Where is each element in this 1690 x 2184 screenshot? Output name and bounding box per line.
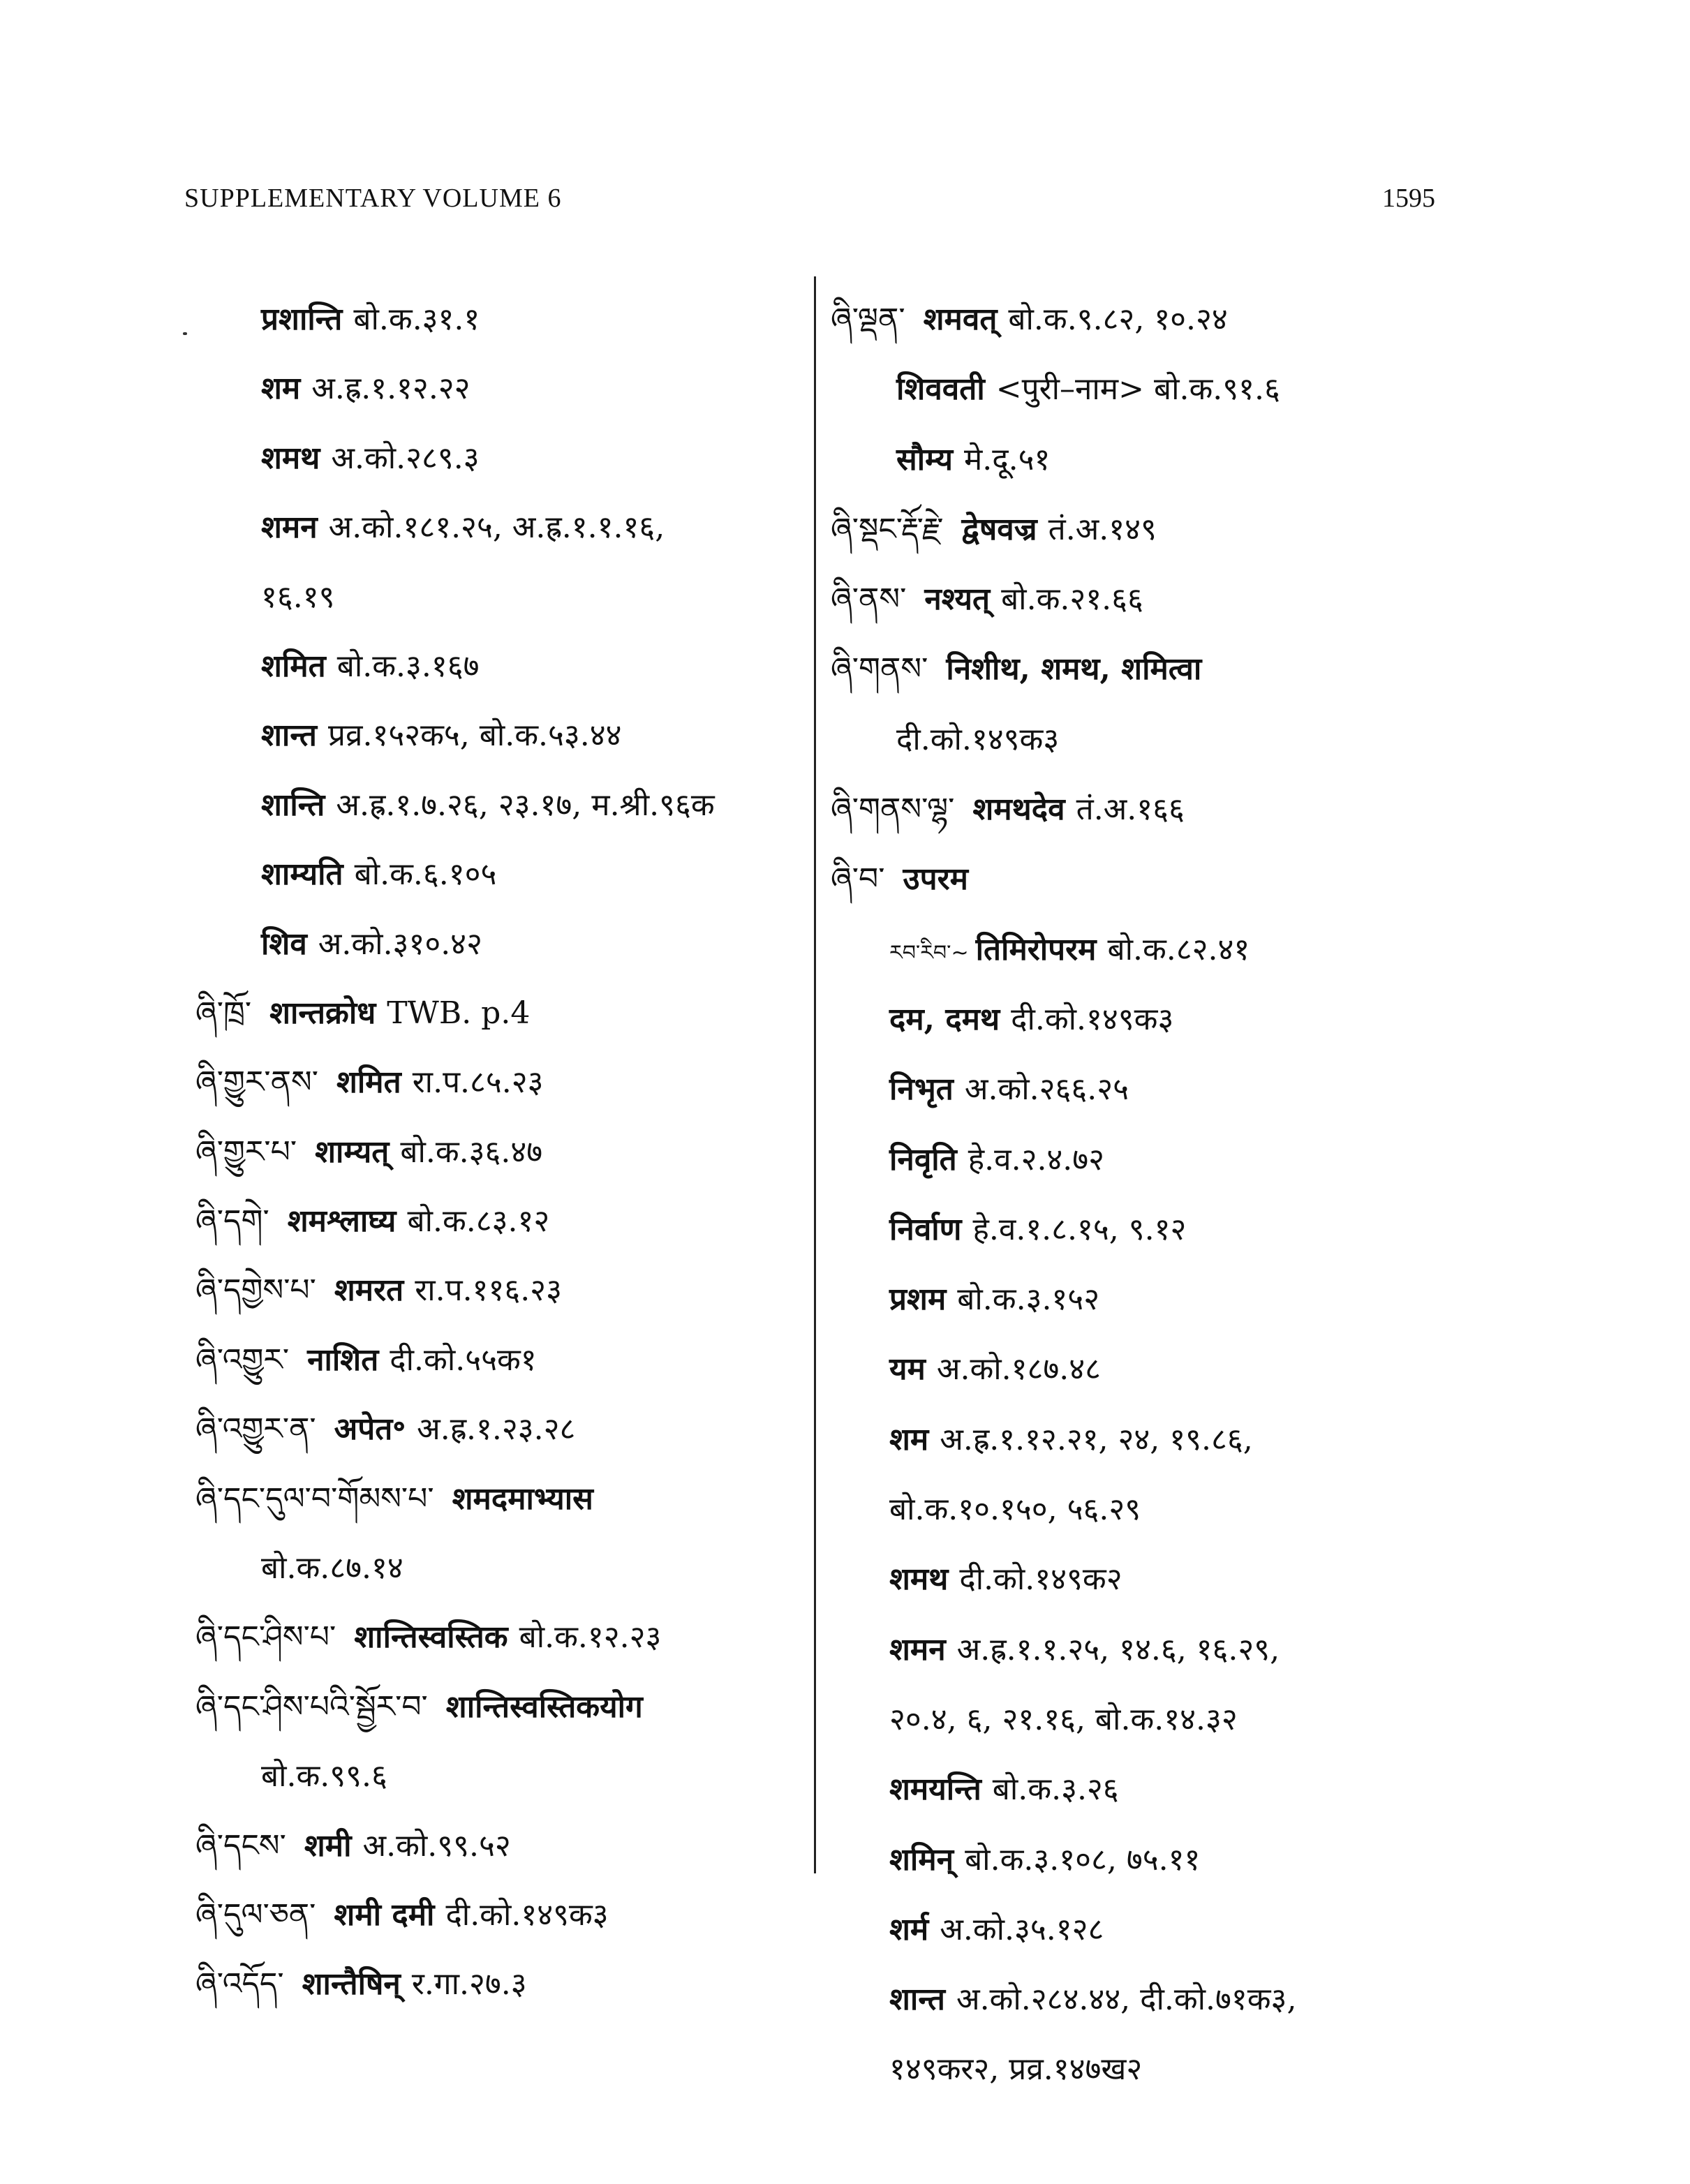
source-reference: हे.व.१.८.१५, ९.१२ xyxy=(972,1211,1187,1247)
tibetan-term: རབ་རིབ་~ xyxy=(889,940,969,965)
source-reference: १६.१९ xyxy=(261,579,335,615)
left-column xyxy=(195,285,803,2019)
tibetan-term: ཞི་དང་ཤིས་པ་ xyxy=(195,1619,336,1656)
dictionary-entry-line xyxy=(831,285,1382,355)
sanskrit-headword: शमवत् xyxy=(923,302,998,337)
dictionary-entry-line xyxy=(195,1048,803,1117)
dictionary-entry-line xyxy=(195,1880,803,1949)
source-reference: अ.को.१८१.२५, अ.ह्र.१.१.१६, xyxy=(328,510,665,546)
source-reference: TWB. p.4 xyxy=(387,995,531,1031)
tibetan-term: ཞི་ཁྲོ་ xyxy=(195,995,252,1031)
dictionary-entry-line xyxy=(831,1055,1382,1124)
tibetan-term: ཞི་དང་ཤིས་པའི་སྦྱོར་བ་ xyxy=(195,1688,428,1725)
column-divider xyxy=(814,276,816,1873)
dictionary-entry-line xyxy=(195,1741,803,1811)
dictionary-entry-line xyxy=(831,1615,1382,1685)
tibetan-term: ཞི་གནས་ལྷ་ xyxy=(831,792,955,828)
source-reference: बो.क.३६.४७ xyxy=(400,1134,543,1170)
dictionary-entry-line xyxy=(831,1125,1382,1195)
source-reference: अ.को.३५.१२८ xyxy=(940,1911,1104,1947)
sanskrit-headword: प्रशान्ति xyxy=(261,302,343,337)
dictionary-entry-line xyxy=(195,1325,803,1395)
dictionary-entry-line xyxy=(195,354,803,423)
dictionary-entry-line xyxy=(831,775,1382,845)
source-reference: तं.अ.१६६ xyxy=(1076,792,1185,828)
sanskrit-headword: शमदमाभ्यास xyxy=(452,1480,593,1517)
sanskrit-headword: निवृति xyxy=(889,1141,957,1178)
tibetan-term: ཞི་དུལ་ཅན་ xyxy=(195,1896,316,1933)
tibetan-term: ཞི་བ་ xyxy=(831,861,885,898)
dictionary-entry-line xyxy=(195,1533,803,1603)
sanskrit-headword: शान्तैषिन् xyxy=(302,1966,401,2003)
dictionary-entry-line xyxy=(195,1256,803,1325)
dictionary-entry-line xyxy=(831,1475,1382,1545)
dictionary-entry-line xyxy=(195,909,803,979)
sanskrit-headword: शमित xyxy=(261,648,326,684)
source-reference: अ.को.९९.५२ xyxy=(362,1827,511,1864)
tibetan-term: ཞི་དགེ་ xyxy=(195,1203,269,1240)
source-reference: बो.क.६.१०५ xyxy=(354,856,497,893)
source-reference: बो.क.३.२६ xyxy=(992,1771,1119,1808)
dictionary-entry-line xyxy=(195,701,803,770)
sanskrit-headword: दम, दमथ xyxy=(889,1001,1000,1037)
sanskrit-headword: शमरत xyxy=(334,1272,404,1309)
dictionary-entry-line xyxy=(195,979,803,1048)
dictionary-entry-line xyxy=(831,1755,1382,1825)
dictionary-entry-line xyxy=(195,1811,803,1880)
source-reference: अ.ह्र.१.१२.२१, २४, १९.८६, xyxy=(940,1421,1253,1457)
sanskrit-headword: निभृत xyxy=(889,1071,954,1108)
sanskrit-headword: शमित xyxy=(336,1064,401,1101)
source-reference: बो.क.२१.६६ xyxy=(1001,581,1143,618)
tibetan-term: ཞི་གྱུར་པ་ xyxy=(195,1134,297,1170)
dictionary-entry-line xyxy=(195,1949,803,2019)
dictionary-entry-line xyxy=(195,1672,803,1741)
running-header: SUPPLEMENTARY VOLUME 6 xyxy=(184,184,562,213)
sanskrit-headword: शमयन्ति xyxy=(889,1771,981,1808)
source-reference: अ.ह्र.१.७.२६, २३.१७, म.श्री.९६क xyxy=(336,787,715,823)
tibetan-term: ཞི་དང་དུལ་བ་གོམས་པ་ xyxy=(195,1480,434,1517)
sanskrit-headword: नश्यत् xyxy=(924,581,991,618)
dictionary-entry-line xyxy=(195,1187,803,1256)
tibetan-term: ཞི་འདོད་ xyxy=(195,1966,284,2003)
dictionary-entry-line xyxy=(195,840,803,909)
tibetan-term: ཞི་དངས་ xyxy=(195,1827,286,1864)
source-reference: प्रव्र.१५२क५, बो.क.५३.४४ xyxy=(327,718,622,754)
sanskrit-headword: तिमिरोपरम xyxy=(975,931,1097,967)
dictionary-entry-line xyxy=(831,915,1382,985)
dictionary-entry-line xyxy=(831,705,1382,775)
source-reference: दी.को.१४९क३ xyxy=(445,1896,609,1933)
stray-mark xyxy=(183,332,187,335)
sanskrit-headword: शान्त xyxy=(889,1982,945,2018)
source-reference: दी.को.१४९क२ xyxy=(959,1561,1122,1598)
source-reference: अ.ह्र.१.२३.२८ xyxy=(417,1411,576,1448)
dictionary-entry-line xyxy=(831,1405,1382,1475)
source-reference: बो.क.३१.१ xyxy=(353,302,480,337)
sanskrit-headword: शमन xyxy=(889,1631,946,1667)
tibetan-term: ཞི་ལྡན་ xyxy=(831,302,905,337)
tibetan-term: ཞི་ནས་ xyxy=(831,581,907,618)
sanskrit-headword: शम xyxy=(261,371,301,407)
source-reference: अ.को.२८९.३ xyxy=(331,440,480,476)
sanskrit-headword: शमथ xyxy=(889,1561,949,1598)
source-reference: रा.प.११६.२३ xyxy=(415,1272,562,1309)
sanskrit-headword: शमथदेव xyxy=(972,792,1065,828)
source-reference: मे.दू.५१ xyxy=(963,441,1051,477)
dictionary-entry-line xyxy=(831,495,1382,565)
dictionary-entry-line xyxy=(831,1965,1382,2035)
source-reference: तं.अ.१४९ xyxy=(1048,511,1157,547)
dictionary-entry-line xyxy=(831,1685,1382,1755)
tibetan-term: ཞི་སྡང་རྡོ་རྗེ་ xyxy=(831,511,944,547)
sanskrit-headword: प्रशम xyxy=(889,1282,947,1318)
source-reference: दी.को.१४९क३ xyxy=(1011,1001,1174,1037)
sanskrit-headword: शान्तिस्वस्तिक xyxy=(354,1619,508,1656)
source-reference: अ.ह्र.१.१.२५, १४.६, १६.२९, xyxy=(956,1631,1280,1667)
sanskrit-headword: द्वेषवज्र xyxy=(961,511,1037,547)
source-reference: बो.क.१०.१५०, ५६.२९ xyxy=(889,1492,1141,1528)
sanskrit-headword: शर्म xyxy=(889,1911,929,1947)
dictionary-entry-line xyxy=(831,1195,1382,1265)
source-reference: अ.को.२८४.४४, दी.को.७१क३, xyxy=(956,1982,1297,2018)
sanskrit-headword: शाम्यति xyxy=(261,856,343,893)
dictionary-entry-line xyxy=(195,1464,803,1533)
sanskrit-headword: निशीथ, शमथ, शमित्वा xyxy=(946,651,1202,688)
source-reference: दी.को.१४९क३ xyxy=(896,721,1060,757)
sanskrit-headword: अपेत॰ xyxy=(334,1411,406,1448)
sanskrit-headword: शमिन् xyxy=(889,1841,954,1878)
sanskrit-headword: शान्ति xyxy=(261,787,325,823)
sanskrit-headword: शिववती xyxy=(896,371,985,408)
sanskrit-headword: शमी xyxy=(304,1827,352,1864)
dictionary-entry-line xyxy=(831,425,1382,495)
sanskrit-headword: यम xyxy=(889,1351,926,1388)
tibetan-term: ཞི་དགྱེས་པ་ xyxy=(195,1272,316,1309)
dictionary-entry-line xyxy=(831,1545,1382,1614)
source-reference: अ.को.३१०.४२ xyxy=(318,926,482,962)
dictionary-entry-line xyxy=(195,493,803,562)
source-reference: बो.क.९९.६ xyxy=(261,1758,387,1795)
dictionary-entry-line xyxy=(831,845,1382,914)
dictionary-entry-line xyxy=(195,563,803,632)
dictionary-entry-line xyxy=(831,565,1382,634)
source-reference: बो.क.८२.४१ xyxy=(1107,931,1250,967)
tibetan-term: ཞི་འགྱུར་ xyxy=(195,1342,290,1378)
dictionary-entry-line xyxy=(831,634,1382,704)
source-reference: बो.क.१२.२३ xyxy=(519,1619,662,1656)
dictionary-entry-line xyxy=(831,2035,1382,2104)
source-reference: २०.४, ६, २१.१६, बो.क.१४.३२ xyxy=(889,1701,1238,1737)
sanskrit-headword: शाम्यत् xyxy=(315,1134,390,1170)
dictionary-entry-line xyxy=(195,424,803,493)
sanskrit-headword: शान्तक्रोध xyxy=(269,995,376,1031)
sanskrit-headword: सौम्य xyxy=(896,441,953,477)
sanskrit-headword: नाशित xyxy=(307,1342,379,1378)
source-reference: अ.को.१८७.४८ xyxy=(936,1351,1102,1388)
right-column xyxy=(831,285,1382,2105)
source-reference: १४९कर२, प्रव्र.१४७ख२ xyxy=(889,2051,1143,2088)
sanskrit-headword: शमथ xyxy=(261,440,320,476)
source-reference: दी.को.५५क१ xyxy=(390,1342,537,1378)
source-reference: रा.प.८५.२३ xyxy=(412,1064,544,1101)
dictionary-entry-line xyxy=(831,355,1382,424)
source-reference: बो.क.३.१६७ xyxy=(336,648,480,684)
source-reference: बो.क.३.१०८, ७५.११ xyxy=(965,1841,1201,1878)
dictionary-entry-line xyxy=(195,285,803,354)
dictionary-entry-line xyxy=(195,1395,803,1464)
source-reference: बो.क.३.१५२ xyxy=(957,1282,1100,1318)
dictionary-entry-line xyxy=(831,1825,1382,1895)
tibetan-term: ཞི་འགྱུར་ན་ xyxy=(195,1411,316,1448)
page-number: 1595 xyxy=(1382,184,1435,213)
sanskrit-headword: निर्वाण xyxy=(889,1211,962,1247)
source-reference: अ.को.२६६.२५ xyxy=(964,1071,1129,1108)
source-reference: बो.क.८७.१४ xyxy=(261,1550,403,1587)
dictionary-entry-line xyxy=(831,1335,1382,1404)
sanskrit-headword: शिव xyxy=(261,926,307,962)
source-reference: अ.ह्र.१.१२.२२ xyxy=(311,371,470,407)
sanskrit-headword: शम xyxy=(889,1421,929,1457)
source-reference: र.गा.२७.३ xyxy=(411,1966,527,2003)
source-reference: बो.क.९.८२, १०.२४ xyxy=(1008,302,1228,337)
tibetan-term: ཞི་གྱུར་ནས་ xyxy=(195,1064,318,1101)
source-reference: हे.व.२.४.७२ xyxy=(968,1141,1105,1178)
sanskrit-headword: शान्त xyxy=(261,718,317,754)
dictionary-entry-line xyxy=(195,771,803,840)
dictionary-entry-line xyxy=(195,1117,803,1187)
source-reference: बो.क.८३.१२ xyxy=(407,1203,550,1240)
dictionary-entry-line xyxy=(195,1603,803,1672)
source-reference: <पुरी–नाम> बो.क.९१.६ xyxy=(995,371,1280,408)
dictionary-entry-line xyxy=(195,632,803,701)
tibetan-term: ཞི་གནས་ xyxy=(831,651,928,688)
sanskrit-headword: उपरम xyxy=(903,861,968,898)
sanskrit-headword: शमी दमी xyxy=(334,1896,435,1933)
sanskrit-headword: शमन xyxy=(261,510,318,546)
dictionary-entry-line xyxy=(831,1265,1382,1335)
sanskrit-headword: शान्तिस्वस्तिकयोग xyxy=(445,1688,643,1725)
dictionary-entry-line xyxy=(831,985,1382,1055)
sanskrit-headword: शमश्लाघ्य xyxy=(287,1203,396,1240)
dictionary-entry-line xyxy=(831,1895,1382,1965)
